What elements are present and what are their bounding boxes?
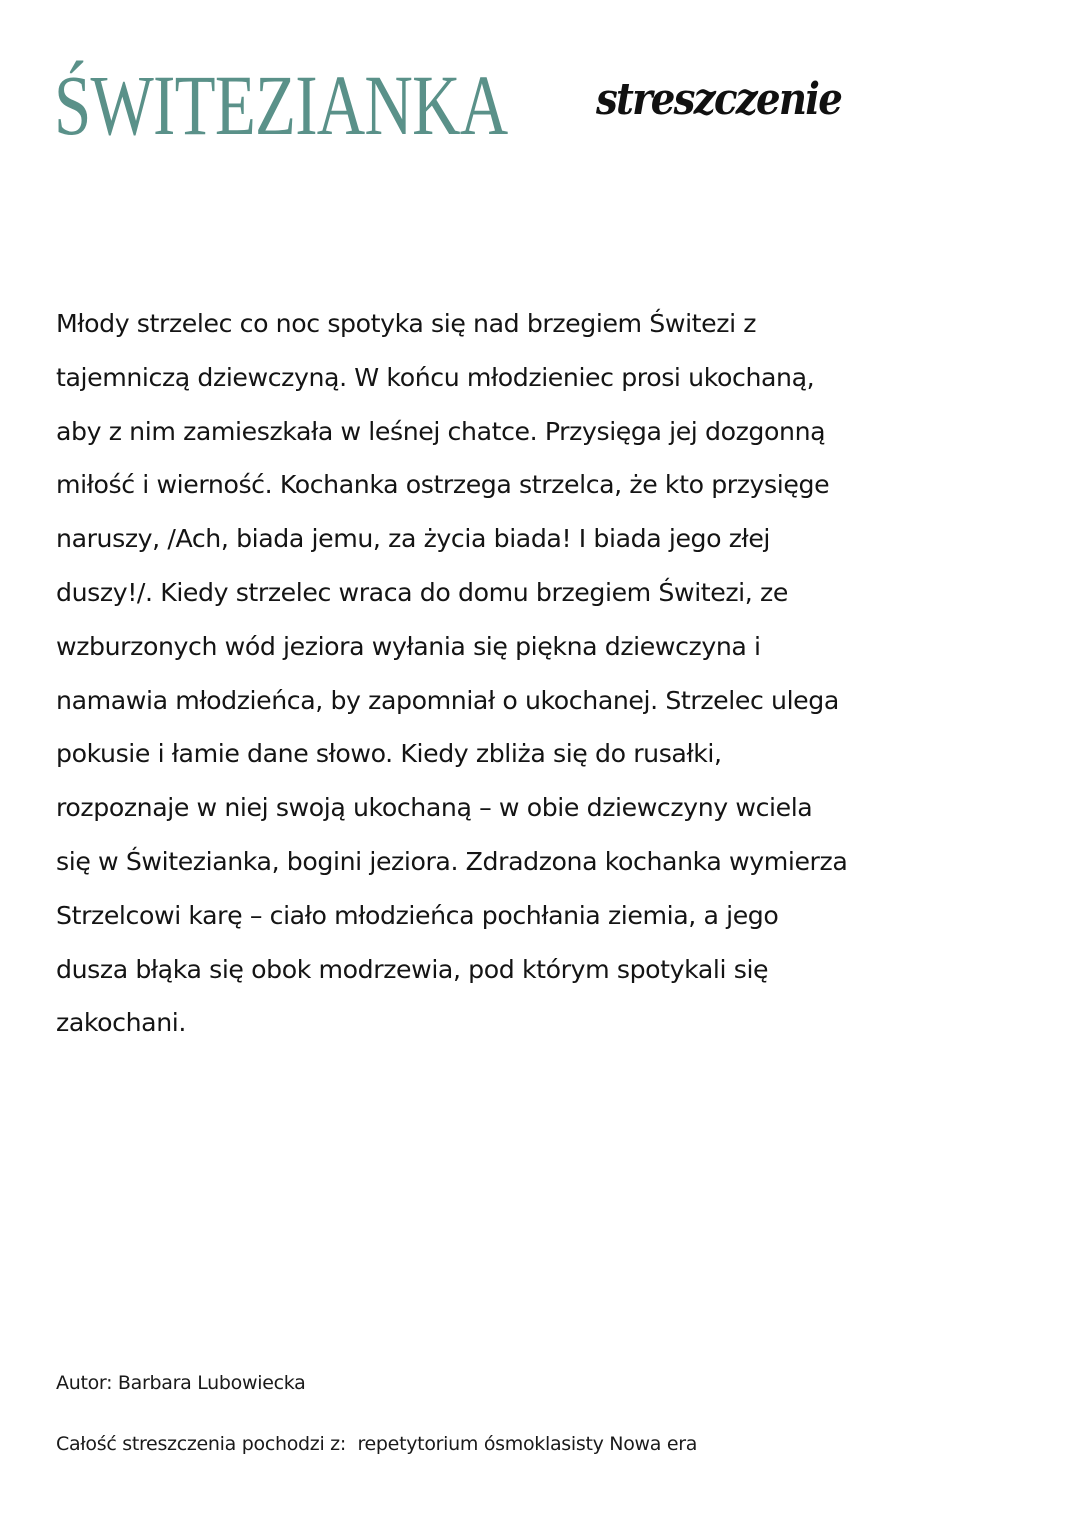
summary-line: namawia młodzieńca, by zapomniał o ukochanej. Strzelec ulega [56,685,839,715]
summary-line: tajemniczą dziewczyną. W końcu młodzieniec prosi ukochaną, [56,362,815,392]
summary-text [56,297,1046,1050]
summary-line: dusza błąka się obok modrzewia, pod którym spotykali się [56,954,769,984]
summary-line: wzburzonych wód jeziora wyłania się piękna dziewczyna i [56,631,761,661]
summary-line: rozpoznaje w niej swoją ukochaną – w obie dziewczyny wciela [56,793,813,823]
summary-line: Młody strzelec co noc spotyka się nad brzegiem Świtezi z [56,309,757,338]
page-subtitle: streszczenie [596,74,842,125]
source-credit: Całość streszczenia pochodzi z: repetytorium ósmoklasisty Nowa era [56,1433,698,1455]
summary-line: Strzelcowi karę – ciało młodzieńca pochłania ziemia, a jego [56,900,779,930]
summary-line: naruszy, /Ach, biada jemu, za życia biada! I biada jego złej [56,524,771,554]
summary-line: pokusie i łamie dane słowo. Kiedy zbliża się do rusałki, [56,739,722,769]
author-credit: Autor: Barbara Lubowiecka [56,1372,306,1394]
summary-line: duszy!/. Kiedy strzelec wraca do domu brzegiem Świtezi, ze [56,577,788,607]
summary-line: miłość i wierność. Kochanka ostrzega strzelca, że kto przysięge [56,470,830,500]
summary-line: zakochani. [56,1008,186,1038]
summary-line: się w Świtezianka, bogini jeziora. Zdradzona kochanka wymierza [56,846,848,876]
page-title: ŚWITEZIANKA [54,57,508,153]
summary-line: aby z nim zamieszkała w leśnej chatce. Przysięga jej dozgonną [56,416,826,446]
